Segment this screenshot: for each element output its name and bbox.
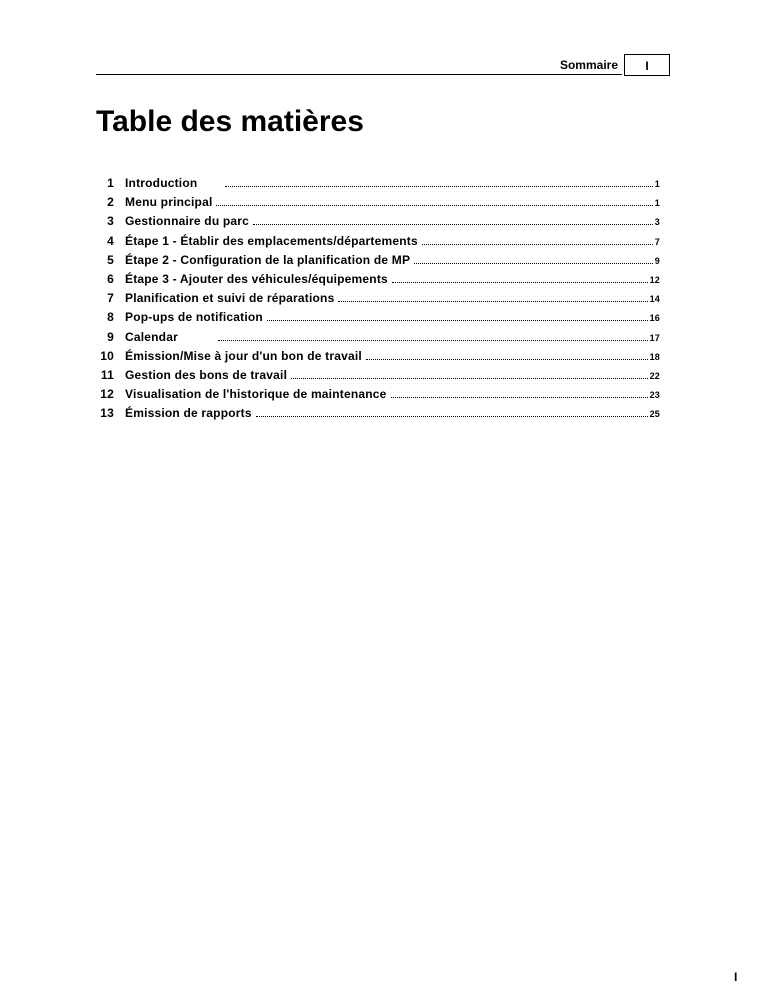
toc-entry[interactable] — [96, 330, 660, 349]
toc-entry-number: 1 — [107, 176, 114, 190]
toc-entry[interactable] — [96, 406, 660, 425]
toc-entry[interactable] — [96, 195, 660, 214]
toc-entry-page: 12 — [649, 274, 660, 285]
toc-entry-number: 7 — [107, 291, 114, 306]
toc-entry-page: 16 — [649, 313, 660, 324]
toc-entry-title: Introduction — [125, 176, 198, 190]
toc-entry-title: Gestionnaire du parc — [125, 214, 250, 229]
toc-entry-page: 18 — [649, 351, 660, 362]
toc-entry-page: 1 — [654, 179, 660, 189]
toc-leader — [422, 244, 653, 245]
toc-leader — [225, 186, 652, 187]
toc-entry-title: Étape 1 - Établir des emplacements/départements — [125, 233, 418, 248]
toc-entry-title: Calendar — [125, 329, 178, 344]
toc-leader — [256, 416, 648, 417]
toc-entry-title: Gestion des bons de travail — [125, 367, 288, 382]
toc-entry-title: Pop-ups de notification — [125, 310, 263, 325]
toc-leader — [338, 301, 647, 302]
toc-entry-number: 9 — [107, 329, 114, 344]
toc-leader — [366, 359, 648, 360]
toc-entry[interactable] — [96, 349, 660, 368]
footer-page-number: I — [734, 970, 738, 984]
toc-entry-page: 25 — [649, 409, 660, 420]
page-title: Table des matières — [96, 105, 364, 138]
toc-leader — [216, 205, 652, 206]
toc-entry-page: 1 — [654, 198, 660, 209]
toc-entry-number: 2 — [107, 195, 114, 210]
toc-entry-number: 6 — [107, 271, 114, 286]
toc-entry[interactable] — [96, 310, 660, 329]
toc-entry-title: Émission/Mise à jour d'un bon de travail — [125, 348, 362, 363]
toc-entry-page: 23 — [649, 390, 660, 401]
toc-entry-number: 13 — [100, 406, 114, 421]
toc-entry[interactable] — [96, 291, 660, 310]
header-rule — [96, 74, 622, 75]
toc-leader — [291, 378, 647, 379]
toc-entry-title: Menu principal — [125, 195, 213, 210]
toc-leader — [392, 282, 648, 283]
toc-entry-number: 10 — [100, 348, 114, 363]
toc-entry-page: 7 — [654, 236, 660, 247]
toc-leader — [253, 224, 653, 225]
toc-entry[interactable] — [96, 253, 660, 272]
toc-entry-number: 8 — [107, 310, 114, 325]
header-section-label: Sommaire — [559, 58, 618, 72]
header-page-number: I — [624, 54, 670, 76]
toc-entry-title: Planification et suivi de réparations — [125, 291, 335, 306]
table-of-contents — [96, 176, 660, 425]
toc-entry[interactable] — [96, 234, 660, 253]
toc-entry-number: 4 — [107, 233, 114, 248]
toc-entry-title: Visualisation de l'historique de maintenance — [125, 387, 387, 402]
toc-entry-page: 9 — [654, 255, 660, 266]
toc-entry[interactable] — [96, 176, 660, 195]
toc-entry-title: Émission de rapports — [125, 406, 252, 421]
toc-entry-number: 12 — [100, 387, 114, 402]
toc-entry[interactable] — [96, 368, 660, 387]
toc-entry-title: Étape 2 - Configuration de la planification de MP — [125, 252, 411, 267]
toc-entry-number: 3 — [107, 214, 114, 229]
toc-entry[interactable] — [96, 214, 660, 233]
toc-entry[interactable] — [96, 272, 660, 291]
toc-entry-title: Étape 3 - Ajouter des véhicules/équipements — [125, 271, 388, 286]
toc-leader — [218, 340, 648, 341]
toc-leader — [267, 320, 648, 321]
toc-entry-number: 5 — [107, 252, 114, 267]
toc-leader — [414, 263, 653, 264]
toc-entry-page: 22 — [649, 370, 660, 381]
toc-entry[interactable] — [96, 387, 660, 406]
toc-entry-page: 14 — [649, 294, 660, 305]
toc-entry-page: 17 — [649, 332, 660, 343]
toc-leader — [391, 397, 648, 398]
toc-entry-page: 3 — [654, 217, 660, 228]
toc-entry-number: 11 — [100, 367, 114, 382]
page-header — [96, 54, 670, 76]
